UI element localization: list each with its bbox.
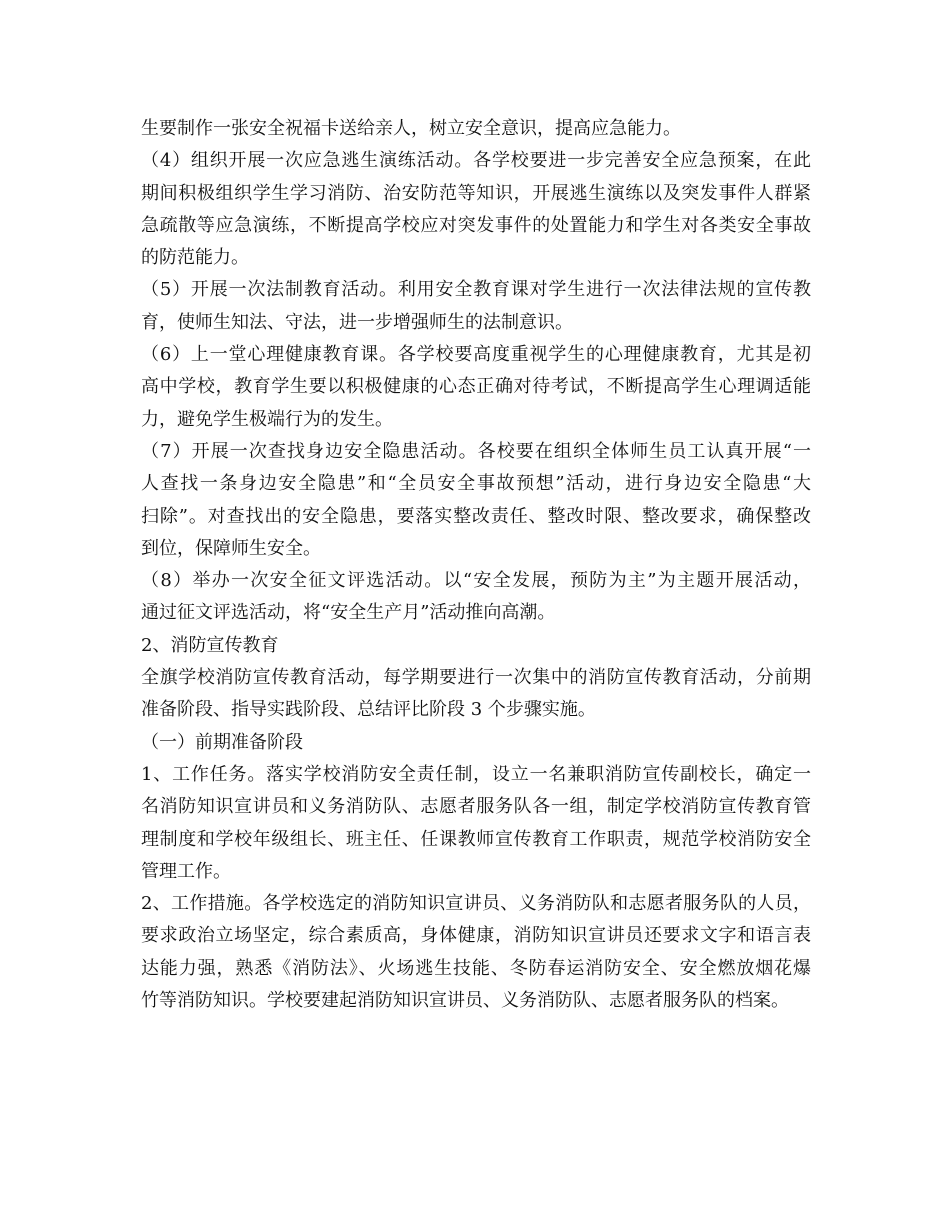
text-line: （6）上一堂心理健康教育课。各学校要高度重视学生的心理健康教育，尤其是初 (141, 344, 811, 366)
text-line: （7）开展一次查找身边安全隐患活动。各校要在组织全体师生员工认真开展“一 (141, 440, 811, 462)
text-line: （8）举办一次安全征文评选活动。以“安全发展，预防为主”为主题开展活动， (141, 570, 811, 592)
paragraph-item-6-mental-health (141, 339, 811, 436)
text-line: 准备阶段、指导实践阶段、总结评比阶段 3 个步骤实施。 (141, 699, 596, 721)
text-line: （一）前期准备阶段 (141, 731, 303, 753)
paragraph-fire-education-overview (141, 662, 811, 727)
text-line: 1、工作任务。落实学校消防安全责任制，设立一名兼职消防宣传副校长，确定一 (141, 763, 811, 785)
paragraph-greeting-card (141, 113, 811, 145)
paragraph-item-8-essay-contest (141, 565, 811, 630)
text-line: 管理工作。 (141, 860, 231, 882)
text-line: 通过征文评选活动，将“安全生产月”活动推向高潮。 (141, 602, 556, 624)
text-line: 全旗学校消防宣传教育活动，每学期要进行一次集中的消防宣传教育活动，分前期 (141, 667, 811, 689)
section-heading-fire-education (141, 630, 811, 662)
paragraph-item-4-evacuation-drill (141, 145, 811, 274)
text-line: 到位，保障师生安全。 (141, 537, 321, 559)
text-line: 扫除”。对查找出的安全隐患，要落实整改责任、整改时限、整改要求，确保整改 (141, 505, 811, 527)
text-line: 期间积极组织学生学习消防、治安防范等知识，开展逃生演练以及突发事件人群紧 (141, 182, 811, 204)
paragraph-item-7-hazard-check (141, 436, 811, 565)
text-line: 育，使师生知法、守法，进一步增强师生的法制意识。 (141, 311, 573, 333)
paragraph-item-5-legal-education (141, 274, 811, 339)
text-line: 力，避免学生极端行为的发生。 (141, 408, 393, 430)
text-line: 生要制作一张安全祝福卡送给亲人，树立安全意识，提高应急能力。 (141, 118, 681, 139)
text-line: 名消防知识宣讲员和义务消防队、志愿者服务队各一组，制定学校消防宣传教育管 (141, 796, 811, 818)
text-line: 2、消防宣传教育 (141, 634, 279, 656)
subsection-heading-preparation-stage (141, 727, 811, 759)
paragraph-work-tasks (141, 759, 811, 888)
text-line: 达能力强，熟悉《消防法》、火场逃生技能、冬防春运消防安全、安全燃放烟花爆 (141, 957, 811, 979)
text-line: 要求政治立场坚定，综合素质高，身体健康，消防知识宣讲员还要求文字和语言表 (141, 925, 811, 947)
text-line: （5）开展一次法制教育活动。利用安全教育课对学生进行一次法律法规的宣传教 (141, 279, 811, 301)
text-line: 急疏散等应急演练，不断提高学校应对突发事件的处置能力和学生对各类安全事故 (141, 214, 811, 236)
text-line: 人查找一条身边安全隐患”和“全员安全事故预想”活动，进行身边安全隐患“大 (141, 473, 811, 495)
text-line: 高中学校，教育学生要以积极健康的心态正确对待考试，不断提高学生心理调适能 (141, 376, 811, 398)
paragraph-work-measures (141, 888, 811, 1017)
text-line: 2、工作措施。各学校选定的消防知识宣讲员、义务消防队和志愿者服务队的人员， (141, 893, 811, 915)
text-line: 理制度和学校年级组长、班主任、任课教师宣传教育工作职责，规范学校消防安全 (141, 828, 811, 850)
text-line: 的防范能力。 (141, 247, 249, 269)
text-line: 竹等消防知识。学校要建起消防知识宣讲员、义务消防队、志愿者服务队的档案。 (141, 990, 789, 1012)
text-line: （4）组织开展一次应急逃生演练活动。各学校要进一步完善安全应急预案，在此 (141, 150, 811, 172)
document-body (141, 113, 811, 1017)
